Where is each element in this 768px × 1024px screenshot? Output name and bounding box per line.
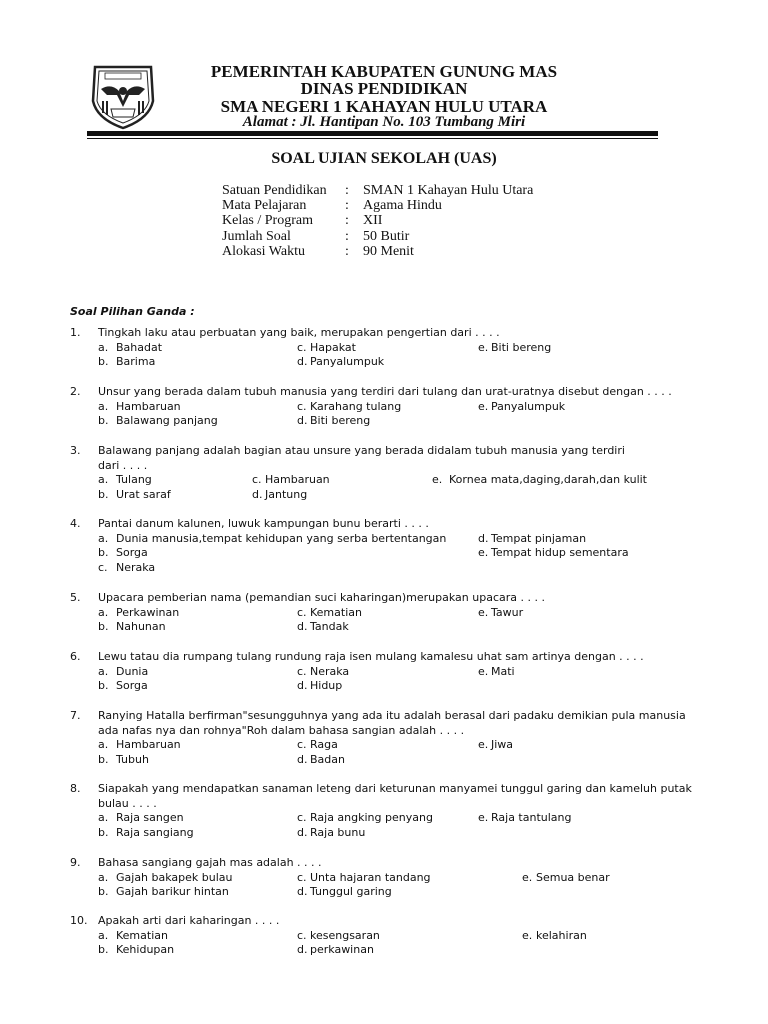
option-text: Semua benar — [536, 870, 610, 884]
option-text: Balawang panjang — [116, 414, 218, 428]
option-text: Hapakat — [310, 340, 356, 354]
info-label: Satuan Pendidikan — [222, 183, 327, 198]
option-letter: a. — [98, 928, 109, 942]
option-text: Kornea mata,daging,darah,dan kulit — [449, 473, 647, 487]
header-government: PEMERINTAH KABUPATEN GUNUNG MAS — [210, 62, 558, 81]
option-text: Jiwa — [491, 738, 514, 752]
question-number: 4. — [70, 517, 81, 530]
option-text: Barima — [116, 355, 156, 369]
option-letter: c. — [297, 870, 307, 884]
option-text: Urat saraf — [116, 488, 171, 502]
option-letter: b. — [98, 620, 109, 634]
option-text: Hambaruan — [265, 473, 330, 487]
section-title: Soal Pilihan Ganda : — [70, 305, 195, 318]
option-letter: e. — [522, 928, 533, 942]
option-text: Gajah barikur hintan — [116, 885, 229, 899]
header-school: SMA NEGERI 1 KAHAYAN HULU UTARA — [220, 97, 548, 116]
option-letter: e. — [478, 605, 489, 619]
option-letter: d. — [297, 943, 308, 957]
option-letter: a. — [98, 664, 109, 678]
option-letter: d. — [297, 753, 308, 767]
option-text: Unta hajaran tandang — [310, 870, 431, 884]
option-letter: c. — [297, 340, 307, 354]
option-text: perkawinan — [310, 943, 374, 957]
question-text: Ranying Hatalla berfirman"sesungguhnya yang ada itu adalah berasal dari padaku demikian pula manusia — [98, 709, 686, 722]
option-letter: a. — [98, 399, 109, 413]
option-letter: d. — [297, 826, 308, 840]
option-text: Biti bereng — [310, 414, 371, 428]
option-letter: c. — [297, 928, 307, 942]
option-text: Kematian — [310, 605, 362, 619]
header-divider — [87, 131, 658, 136]
option-text: Nahunan — [116, 620, 166, 634]
option-text: Raja tantulang — [491, 811, 572, 825]
info-label: Alokasi Waktu — [222, 244, 305, 259]
option-text: Tunggul garing — [310, 885, 392, 899]
option-text: Jantung — [265, 488, 308, 502]
option-text: Hidup — [310, 679, 343, 693]
info-colon: : — [345, 198, 349, 213]
header-department: DINAS PENDIDIKAN — [300, 79, 468, 98]
option-text: Raga — [310, 738, 338, 752]
option-text: Perkawinan — [116, 605, 180, 619]
option-text: Kehidupan — [116, 943, 175, 957]
option-letter: b. — [98, 355, 109, 369]
option-letter: e. — [478, 340, 489, 354]
option-text: Bahadat — [116, 340, 163, 354]
option-letter: c. — [297, 399, 307, 413]
option-letter: a. — [98, 473, 109, 487]
info-colon: : — [345, 213, 349, 228]
question-text: Balawang panjang adalah bagian atau unsure yang berada didalam tubuh manusia yang terdiri — [98, 444, 625, 457]
option-text: kelahiran — [536, 928, 587, 942]
option-letter: c. — [297, 738, 307, 752]
header-address: Alamat : Jl. Hantipan No. 103 Tumbang Miri — [242, 114, 526, 130]
option-letter: e. — [478, 664, 489, 678]
option-text: Mati — [491, 664, 515, 678]
header-divider-thin — [87, 138, 658, 139]
option-letter: b. — [98, 753, 109, 767]
option-letter: c. — [297, 664, 307, 678]
option-letter: a. — [98, 531, 109, 545]
option-letter: c. — [297, 811, 307, 825]
question-text: ada nafas nya dan rohnya"Roh dalam bahasa sangian adalah . . . . — [98, 723, 465, 737]
question-number: 2. — [70, 385, 81, 398]
option-letter: b. — [98, 488, 109, 502]
option-text: Tandak — [310, 620, 349, 634]
option-letter: d. — [297, 355, 308, 369]
option-letter: e. — [478, 546, 489, 560]
option-letter: c. — [252, 473, 262, 487]
option-text: Raja sangen — [116, 811, 184, 825]
option-text: Panyalumpuk — [310, 355, 385, 369]
option-letter: b. — [98, 414, 109, 428]
option-text: Raja angking penyang — [310, 811, 433, 825]
option-letter: e. — [478, 738, 489, 752]
option-letter: b. — [98, 885, 109, 899]
question-text: bulau . . . . — [98, 796, 157, 810]
option-text: Tawur — [491, 605, 524, 619]
option-letter: a. — [98, 340, 109, 354]
option-letter: d. — [478, 531, 489, 545]
info-colon: : — [345, 244, 349, 259]
option-letter: d. — [252, 488, 263, 502]
option-letter: a. — [98, 811, 109, 825]
option-letter: e. — [478, 811, 489, 825]
option-letter: c. — [297, 605, 307, 619]
info-value: 90 Menit — [363, 244, 414, 259]
question-number: 1. — [70, 326, 81, 339]
option-text: Panyalumpuk — [491, 399, 566, 413]
option-text: Raja sangiang — [116, 826, 194, 840]
question-number: 8. — [70, 782, 81, 795]
option-letter: b. — [98, 679, 109, 693]
option-letter: c. — [98, 561, 108, 575]
option-letter: b. — [98, 943, 109, 957]
question-text: Pantai danum kalunen, luwuk kampungan bunu berarti . . . . — [98, 517, 429, 530]
option-letter: a. — [98, 738, 109, 752]
option-text: Kematian — [116, 928, 168, 942]
question-number: 5. — [70, 591, 81, 604]
option-letter: a. — [98, 605, 109, 619]
question-number: 7. — [70, 709, 81, 722]
option-text: Tempat pinjaman — [491, 531, 587, 545]
option-text: kesengsaran — [310, 928, 380, 942]
option-letter: d. — [297, 414, 308, 428]
option-letter: e. — [522, 870, 533, 884]
question-number: 9. — [70, 856, 81, 869]
option-text: Neraka — [310, 664, 350, 678]
option-letter: b. — [98, 826, 109, 840]
question-text: Upacara pemberian nama (pemandian suci kaharingan)merupakan upacara . . . . — [98, 591, 545, 604]
option-text: Badan — [310, 753, 345, 767]
info-value: XII — [363, 213, 383, 228]
option-text: Biti bereng — [491, 340, 552, 354]
question-text: Tingkah laku atau perbuatan yang baik, merupakan pengertian dari . . . . — [98, 326, 500, 339]
option-text: Hambaruan — [116, 738, 181, 752]
option-text: Gajah bakapek bulau — [116, 870, 233, 884]
school-logo — [89, 61, 157, 131]
option-text: Karahang tulang — [310, 399, 402, 413]
option-text: Neraka — [116, 561, 156, 575]
option-letter: d. — [297, 679, 308, 693]
info-label: Mata Pelajaran — [222, 198, 307, 213]
option-text: Sorga — [116, 679, 148, 693]
option-text: Dunia — [116, 664, 149, 678]
info-colon: : — [345, 183, 349, 198]
option-text: Raja bunu — [310, 826, 366, 840]
option-text: Tubuh — [116, 753, 149, 767]
option-letter: d. — [297, 620, 308, 634]
question-text: Bahasa sangiang gajah mas adalah . . . . — [98, 856, 322, 869]
option-letter: e. — [478, 399, 489, 413]
info-value: Agama Hindu — [363, 198, 442, 213]
question-text: Unsur yang berada dalam tubuh manusia yang terdiri dari tulang dan urat-uratnya disebut dengan . . . . — [98, 385, 672, 398]
option-text: Sorga — [116, 546, 148, 560]
info-colon: : — [345, 229, 349, 244]
question-text: Siapakah yang mendapatkan sanaman leteng dari keturunan manyamei tunggul garing dan kameluh putak — [98, 782, 692, 795]
option-text: Hambaruan — [116, 399, 181, 413]
option-text: Tulang — [116, 473, 152, 487]
question-number: 3. — [70, 444, 81, 457]
question-text: dari . . . . — [98, 458, 148, 472]
question-number: 10. — [70, 914, 88, 927]
option-letter: a. — [98, 870, 109, 884]
question-text: Lewu tatau dia rumpang tulang rundung raja isen mulang kamalesu uhat sam artinya dengan . . . . — [98, 650, 644, 663]
question-text: Apakah arti dari kaharingan . . . . — [98, 914, 280, 927]
question-number: 6. — [70, 650, 81, 663]
info-value: SMAN 1 Kahayan Hulu Utara — [363, 183, 534, 198]
info-label: Kelas / Program — [222, 213, 313, 228]
option-letter: d. — [297, 885, 308, 899]
info-label: Jumlah Soal — [222, 229, 291, 244]
option-letter: b. — [98, 546, 109, 560]
option-letter: e. — [432, 473, 443, 487]
info-value: 50 Butir — [363, 229, 410, 244]
exam-title: SOAL UJIAN SEKOLAH (UAS) — [271, 150, 497, 167]
option-text: Tempat hidup sementara — [491, 546, 629, 560]
option-text: Dunia manusia,tempat kehidupan yang serba bertentangan — [116, 531, 447, 545]
